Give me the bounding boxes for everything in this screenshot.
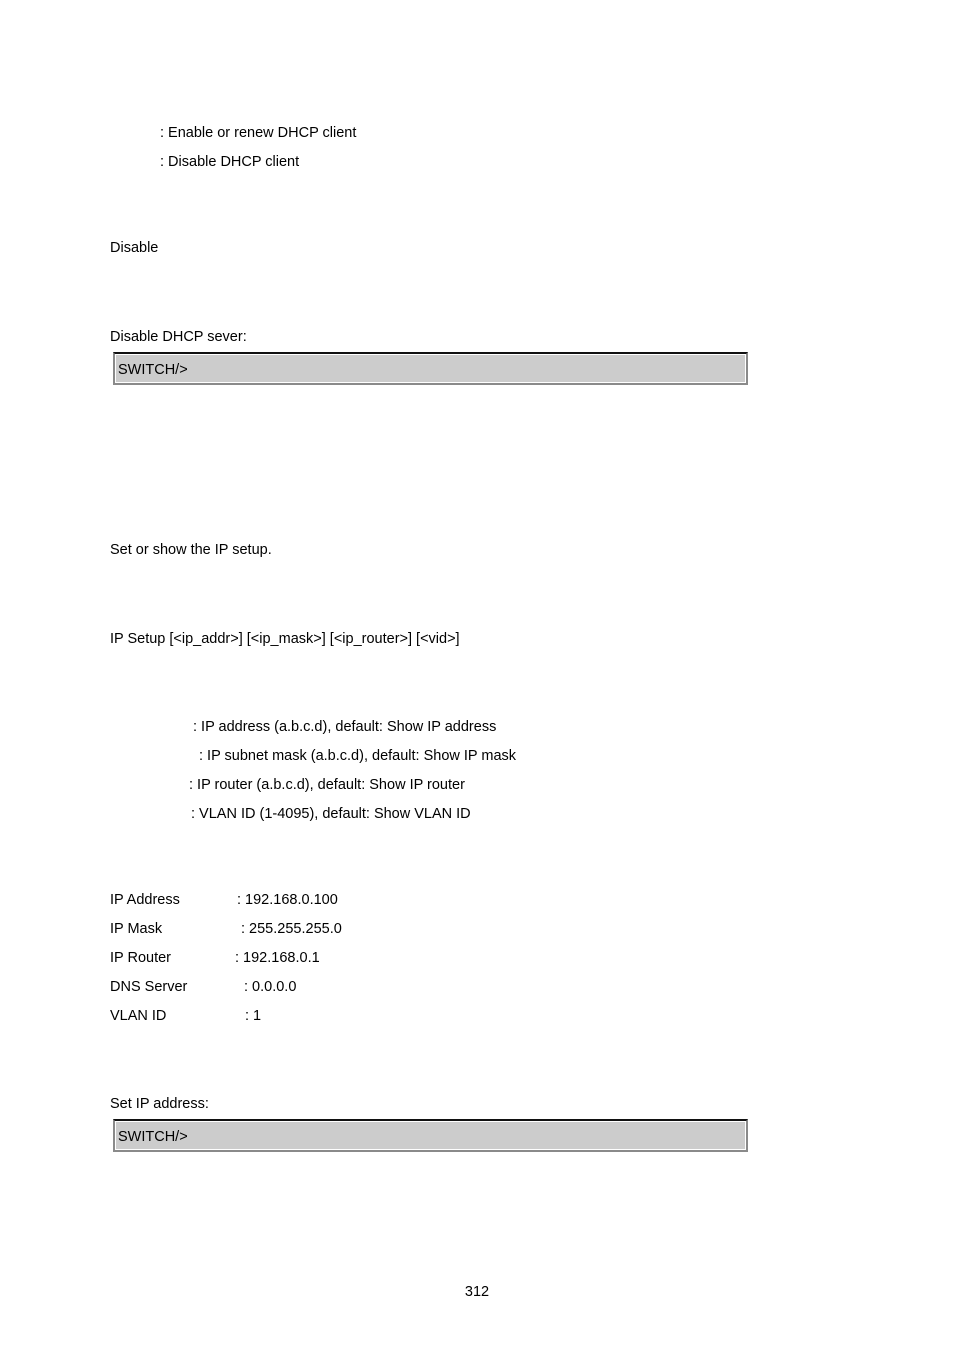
ip-setup-description: Set or show the IP setup.	[110, 542, 272, 558]
default-value-ip-router: : 192.168.0.1	[235, 950, 320, 966]
ip-setup-syntax: IP Setup [<ip_addr>] [<ip_mask>] [<ip_router>] [<vid>]	[110, 631, 460, 647]
default-value-ip-mask: : 255.255.255.0	[241, 921, 342, 937]
default-label-dns-server: DNS Server	[110, 979, 188, 995]
param-ip-addr-description: : IP address (a.b.c.d), default: Show IP address	[193, 719, 497, 735]
param-ip-mask-description: : IP subnet mask (a.b.c.d), default: Show IP mask	[199, 748, 517, 764]
default-value-dns-server: : 0.0.0.0	[244, 979, 297, 995]
default-label-ip-mask: IP Mask	[110, 921, 163, 937]
example1-command-text: SWITCH/>	[118, 362, 188, 378]
page-number: 312	[464, 1284, 490, 1300]
example2-caption: Set IP address:	[110, 1096, 209, 1112]
example1-command-box	[113, 352, 748, 385]
example2-command-text: SWITCH/>	[118, 1129, 188, 1145]
example2-command-box	[113, 1119, 748, 1152]
dhcp-disable-description: : Disable DHCP client	[160, 154, 300, 170]
param-vid-description: : VLAN ID (1-4095), default: Show VLAN ID	[191, 806, 471, 822]
param-ip-router-description: : IP router (a.b.c.d), default: Show IP router	[189, 777, 465, 793]
default-value-vlan-id: : 1	[245, 1008, 262, 1024]
default-label-ip-address: IP Address	[110, 892, 180, 908]
dhcp-enable-description: : Enable or renew DHCP client	[160, 125, 357, 141]
default-label-ip-router: IP Router	[110, 950, 171, 966]
default-label-vlan-id: VLAN ID	[110, 1008, 167, 1024]
default-value-ip-address: : 192.168.0.100	[237, 892, 338, 908]
default-value-text: Disable	[110, 240, 159, 256]
example1-caption: Disable DHCP sever:	[110, 329, 247, 345]
